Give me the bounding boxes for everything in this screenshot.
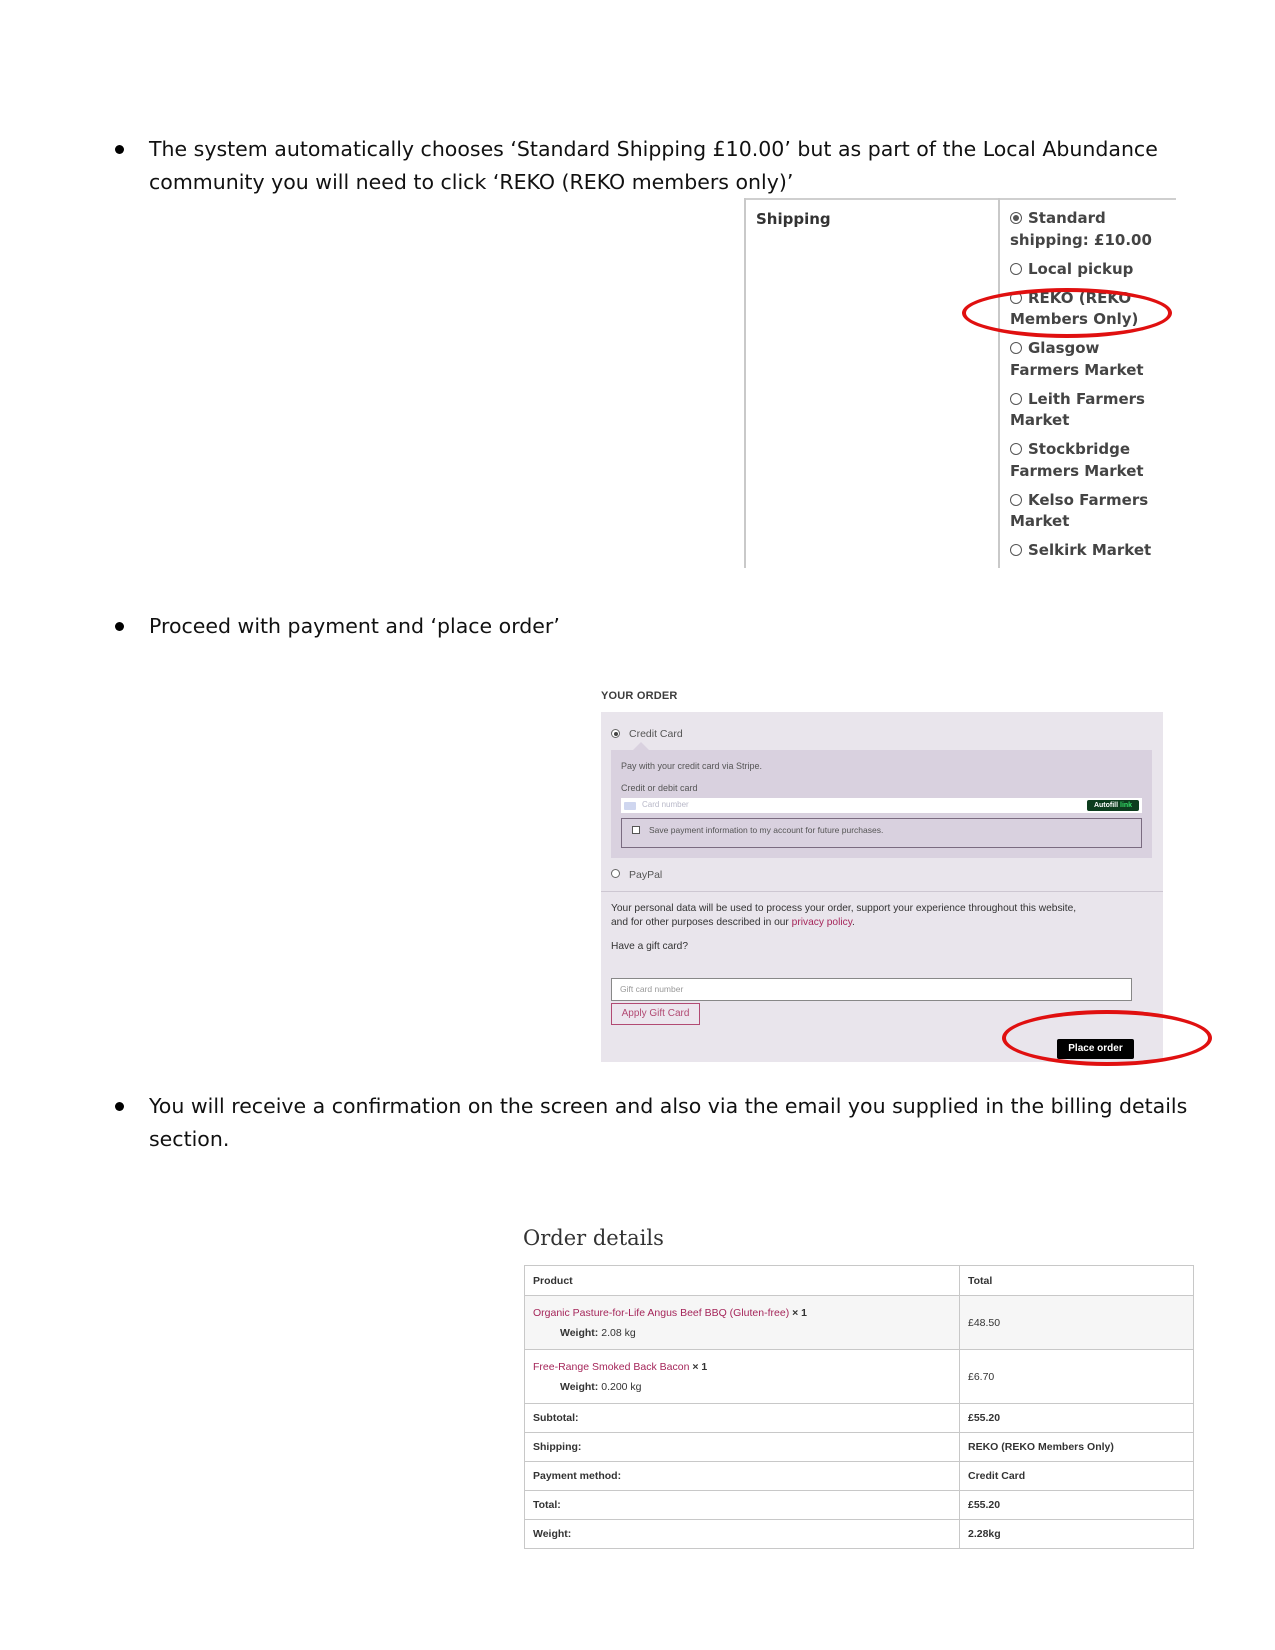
shipping-option-label: Stockbridge Farmers Market	[1010, 440, 1144, 480]
summary-row-shipping	[525, 1433, 1194, 1462]
card-number-placeholder: Card number	[642, 800, 689, 809]
shipping-option-kelso[interactable]	[1010, 490, 1172, 533]
shipping-option-label: Leith Farmers Market	[1010, 389, 1145, 429]
radio-icon[interactable]	[1010, 494, 1022, 506]
shipping-method-screenshot	[744, 198, 1176, 568]
privacy-text: and for other purposes described in our	[611, 917, 792, 928]
instruction-line: The system automatically chooses ‘Standard Shipping £10.00’ but as part of the Local Abundance	[149, 137, 1158, 161]
highlight-ellipse-reko	[962, 288, 1172, 338]
shipping-option-leith[interactable]	[1010, 389, 1172, 432]
save-payment-option[interactable]	[621, 818, 1142, 848]
shipping-option-glasgow[interactable]	[1010, 338, 1172, 381]
summary-value: Credit Card	[960, 1462, 1194, 1491]
instruction-line: community you will need to click ‘REKO (REKO members only)’	[149, 170, 794, 194]
summary-value: £55.20	[960, 1491, 1194, 1520]
paypal-radio[interactable]	[611, 869, 620, 878]
privacy-text-end: .	[852, 917, 855, 928]
privacy-notice	[611, 902, 1156, 930]
radio-selected-icon[interactable]	[1010, 212, 1022, 224]
divider	[601, 891, 1163, 892]
summary-value: 2.28kg	[960, 1520, 1194, 1549]
instruction-line: You will receive a confirmation on the screen and also via the email you supplied in the billing details	[149, 1094, 1188, 1118]
privacy-policy-link[interactable]: privacy policy	[791, 917, 853, 928]
gift-card-label: Have a gift card?	[611, 941, 689, 952]
shipping-label: Shipping	[756, 210, 831, 228]
order-details-table	[524, 1265, 1194, 1549]
instruction-line: section.	[149, 1127, 230, 1151]
payment-panel	[601, 712, 1163, 1062]
summary-row-total	[525, 1491, 1194, 1520]
summary-row-subtotal	[525, 1404, 1194, 1433]
bullet-point	[115, 1102, 124, 1111]
product-cell	[525, 1350, 960, 1404]
card-field-label: Credit or debit card	[621, 783, 698, 793]
stripe-card-box	[611, 750, 1152, 858]
summary-row-weight	[525, 1520, 1194, 1549]
highlight-ellipse-place-order	[1002, 1010, 1212, 1066]
radio-icon[interactable]	[1010, 544, 1022, 556]
credit-card-icon	[624, 802, 636, 810]
table-row	[525, 1350, 1194, 1404]
credit-card-label: Credit Card	[629, 728, 683, 740]
summary-row-payment-method	[525, 1462, 1194, 1491]
shipping-option-local-pickup[interactable]	[1010, 259, 1172, 281]
divider	[744, 198, 1176, 200]
credit-card-radio[interactable]	[611, 729, 620, 738]
weight-label: Weight:	[560, 1326, 599, 1339]
product-link[interactable]: Organic Pasture-for-Life Angus Beef BBQ (Gluten-free)	[533, 1306, 790, 1319]
autofill-label: Autofill	[1093, 802, 1119, 809]
summary-value: REKO (REKO Members Only)	[960, 1433, 1194, 1462]
product-link[interactable]: Free-Range Smoked Back Bacon	[533, 1360, 690, 1373]
save-payment-checkbox[interactable]	[632, 826, 640, 834]
instruction-line: Proceed with payment and ‘place order’	[149, 614, 560, 638]
gift-card-placeholder: Gift card number	[620, 984, 684, 994]
divider	[998, 198, 1000, 568]
save-payment-label: Save payment information to my account for future purchases.	[649, 825, 884, 835]
shipping-option-label: REKO (REKO Members Only)	[1010, 288, 1139, 328]
shipping-option-label: Glasgow Farmers Market	[1010, 339, 1144, 379]
shipping-option-selkirk[interactable]	[1010, 540, 1172, 562]
payment-screenshot	[601, 690, 1163, 1062]
your-order-heading: YOUR ORDER	[601, 690, 678, 702]
stripe-description: Pay with your credit card via Stripe.	[621, 761, 763, 771]
product-total: £6.70	[960, 1350, 1194, 1404]
summary-value: £55.20	[960, 1404, 1194, 1433]
table-row	[525, 1296, 1194, 1350]
product-cell	[525, 1296, 960, 1350]
column-header-total: Total	[960, 1266, 1194, 1296]
product-quantity: × 1	[692, 1360, 708, 1373]
shipping-option-stockbridge[interactable]	[1010, 439, 1172, 482]
instruction-shipping	[149, 133, 1194, 199]
shipping-option-label: Local pickup	[1028, 259, 1134, 278]
weight-value: 2.08 kg	[601, 1326, 636, 1339]
privacy-text: Your personal data will be used to process your order, support your experience throughout this website,	[611, 903, 1077, 914]
place-order-button[interactable]: Place order	[1057, 1039, 1134, 1059]
order-details-title: Order details	[523, 1226, 664, 1250]
shipping-option-label: Selkirk Market	[1028, 541, 1152, 559]
product-quantity: × 1	[792, 1306, 808, 1319]
product-total: £48.50	[960, 1296, 1194, 1350]
shipping-option-label: Standard shipping: £10.00	[1010, 209, 1152, 249]
table-header-row	[525, 1266, 1194, 1296]
autofill-link-button[interactable]	[1087, 800, 1139, 811]
summary-label: Weight:	[525, 1520, 960, 1549]
bullet-point	[115, 622, 124, 631]
radio-icon[interactable]	[1010, 393, 1022, 405]
summary-label: Total:	[525, 1491, 960, 1520]
divider	[744, 198, 746, 568]
summary-label: Subtotal:	[525, 1404, 960, 1433]
shipping-option-standard[interactable]	[1010, 208, 1172, 251]
shipping-option-label: Kelso Farmers Market	[1010, 490, 1149, 530]
column-header-product: Product	[525, 1266, 960, 1296]
bullet-point	[115, 145, 124, 154]
card-number-input[interactable]	[621, 798, 1142, 813]
weight-label: Weight:	[560, 1380, 599, 1393]
gift-card-input[interactable]	[611, 978, 1132, 1001]
shipping-options-list	[1010, 208, 1172, 569]
autofill-link-label: link	[1120, 802, 1133, 809]
summary-label: Shipping:	[525, 1433, 960, 1462]
apply-gift-card-button[interactable]: Apply Gift Card	[611, 1003, 700, 1025]
radio-icon[interactable]	[1010, 443, 1022, 455]
instruction-payment	[149, 610, 1194, 643]
summary-label: Payment method:	[525, 1462, 960, 1491]
weight-value: 0.200 kg	[601, 1380, 642, 1393]
radio-icon[interactable]	[1010, 342, 1022, 354]
instruction-confirmation	[149, 1090, 1194, 1156]
paypal-label: PayPal	[629, 869, 663, 881]
radio-icon[interactable]	[1010, 263, 1022, 275]
